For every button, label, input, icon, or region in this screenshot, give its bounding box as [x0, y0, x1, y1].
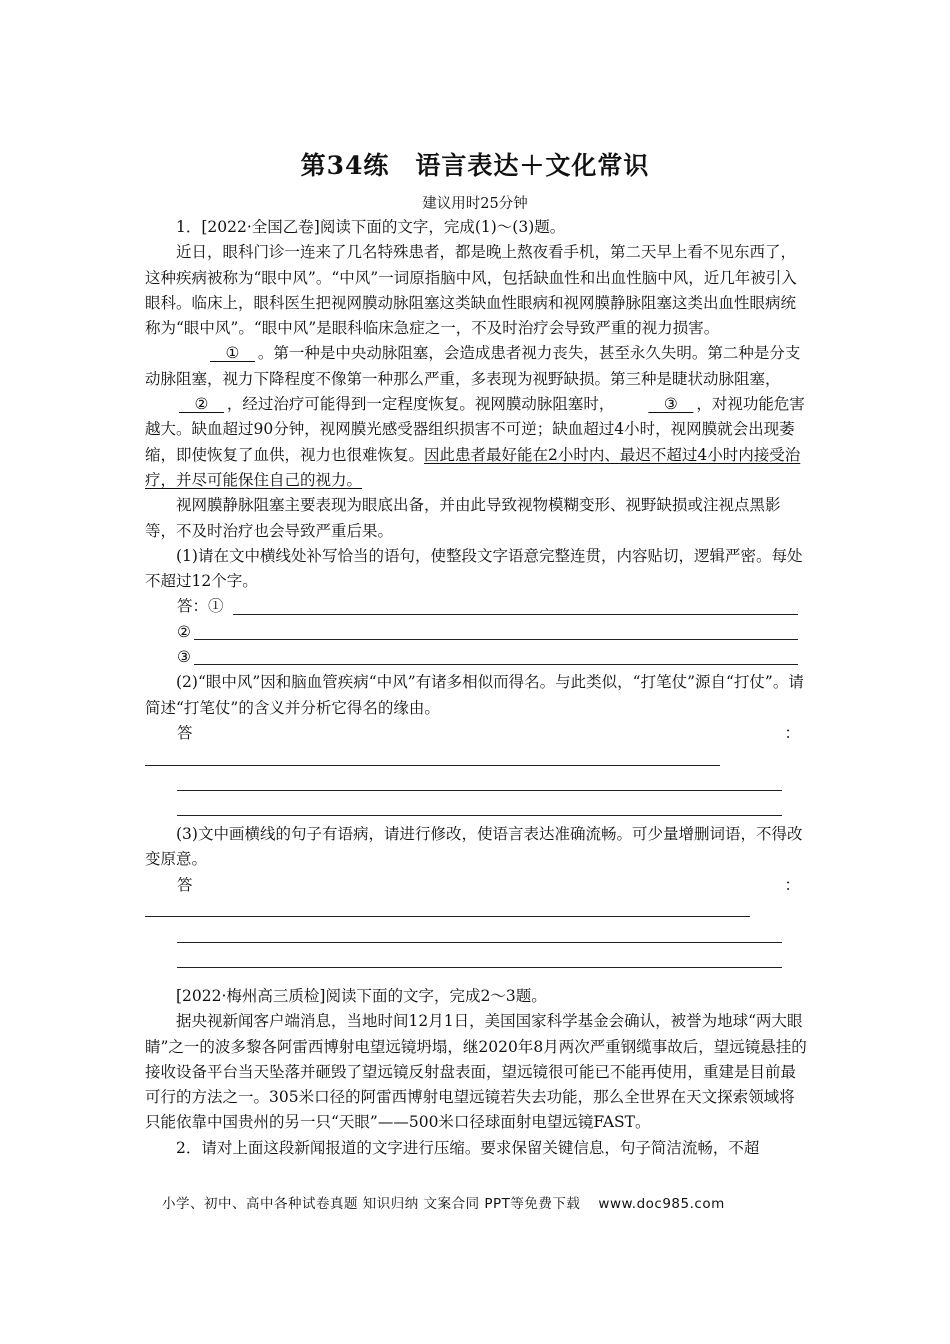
answer-line-sub2-c	[145, 797, 810, 822]
q2-intro: [2022·梅州高三质检]阅读下面的文字，完成2～3题。	[176, 986, 547, 1005]
answer-label-sub3: 答	[177, 875, 193, 894]
time-suggestion: 建议用时25分钟	[422, 196, 528, 212]
answer-row-sub2	[145, 721, 810, 746]
document-body	[145, 215, 810, 1161]
answer-blank-line-3	[194, 664, 798, 665]
q1-passage-para3: 视网膜静脉阻塞主要表现为眼底出备，并由此导致视物模糊变形、视野缺损或注视点黑影等，不及时治疗也会导致严重后果。	[145, 496, 781, 540]
para2-text-3: ，对视功能危害越大。缺血超过90分钟，视网膜光感受器组织损害不可逆；缺血超过4小时，视网膜就会出现萎缩，即使恢复了血供，视力也很难恢复。	[145, 395, 805, 464]
blank-1: __①__	[210, 344, 255, 363]
page-footer	[162, 1192, 725, 1212]
q2-passage: 据央视新闻客户端消息，当地时间12月1日，美国国家科学基金会确认，被誉为地球“两大眼睛”之一的波多黎各阿雷西博射电望远镜坍塌，继2020年8月两次严重钢缆事故后，望远镜悬挂的接收设备平台当天坠落并砸毁了望远镜反射盘表面，望远镜很可能已不能再使用，重建是目前最可行的方法之一。305米口径的阿雷西博射电望远镜若失去功能，那么全世界在天文探索领域将只能依靠中国贵州的另一只“天眼”——500米口径球面射电望远镜FAST。	[145, 1012, 807, 1132]
q1-passage-para2	[145, 341, 810, 493]
answer-line-sub3-c	[145, 949, 810, 974]
answer-blank-line-2	[194, 639, 798, 640]
answer-colon-sub3: ：	[784, 875, 800, 894]
q1-sub2-prompt: (2)“眼中风”因和脑血管疾病“中风”有诸多相似而得名。与此类似，“打笔仗”源自“打仗”。请简述“打笔仗”的含义并分析它得名的缘由。	[145, 673, 804, 717]
answer-label-2: ②	[177, 622, 191, 641]
answer-line-3	[145, 645, 810, 670]
answer-line-sub2-b	[145, 772, 810, 797]
answer-line-1	[145, 594, 810, 619]
answer-line-sub3-a	[145, 898, 810, 923]
answer-row-sub3	[145, 873, 810, 898]
answer-colon-sub2: ：	[784, 723, 800, 742]
page-title: 第34练 语言表达＋文化常识	[300, 151, 650, 180]
blank-3: __③__	[648, 395, 694, 414]
para2-text-2: ，经过治疗可能得到一定程度恢复。视网膜动脉阻塞时，	[226, 395, 615, 414]
footer-url: www.doc985.com	[598, 1196, 725, 1212]
q1-intro: 1．[2022·全国乙卷]阅读下面的文字，完成(1)～(3)题。	[176, 218, 566, 236]
q1-sub3-prompt: (3)文中画横线的句子有语病，请进行修改，使语言表达准确流畅。可少量增删词语，不得改变原意。	[145, 825, 803, 869]
answer-label-sub2: 答	[177, 723, 193, 742]
answer-line-sub2-a	[145, 746, 810, 771]
answer-label-3: ③	[177, 648, 191, 667]
underlined-sentence: 因此患者最好能在2小时内、最迟不超过4小时内接受治疗，并尽可能保住自己的视力。	[145, 445, 801, 489]
answer-line-2	[145, 620, 810, 645]
para2-text-1: 。第一种是中央动脉阻塞，会造成患者视力丧失，甚至永久失明。第二种是分支动脉阻塞，视力下降程度不像第一种那么严重，多表现为视野缺损。第三种是睫状动脉阻塞，	[145, 344, 801, 388]
answer-label-1: 答：①	[177, 597, 224, 616]
q1-sub1-prompt: (1)请在文中横线处补写恰当的语句，使整段文字语意完整连贯，内容贴切，逻辑严密。每处不超过12个字。	[145, 546, 803, 591]
q1-passage-para1: 近日，眼科门诊一连来了几名特殊患者，都是晚上熬夜看手机，第二天早上看不见东西了，这种疾病被称为“眼中风”。“中风”一词原指脑中风，包括缺血性和出血性脑中风，近几年被引入眼科。临床上，眼科医生把视网膜动脉阻塞这类缺血性眼病和视网膜静脉阻塞这类出血性眼病统称为“眼中风”。“眼中风”是眼科临床急症之一，不及时治疗会导致严重的视力损害。	[145, 243, 797, 338]
footer-text: 小学、初中、高中各种试卷真题 知识归纳 文案合同 PPT等免费下载	[162, 1196, 581, 1212]
blank-2: __②__	[179, 395, 224, 414]
answer-blank-line-1	[233, 614, 798, 615]
q2-question: 2．请对上面这段新闻报道的文字进行压缩。要求保留关键信息，句子简洁流畅，不超	[176, 1138, 760, 1157]
answer-line-sub3-b	[145, 923, 810, 948]
